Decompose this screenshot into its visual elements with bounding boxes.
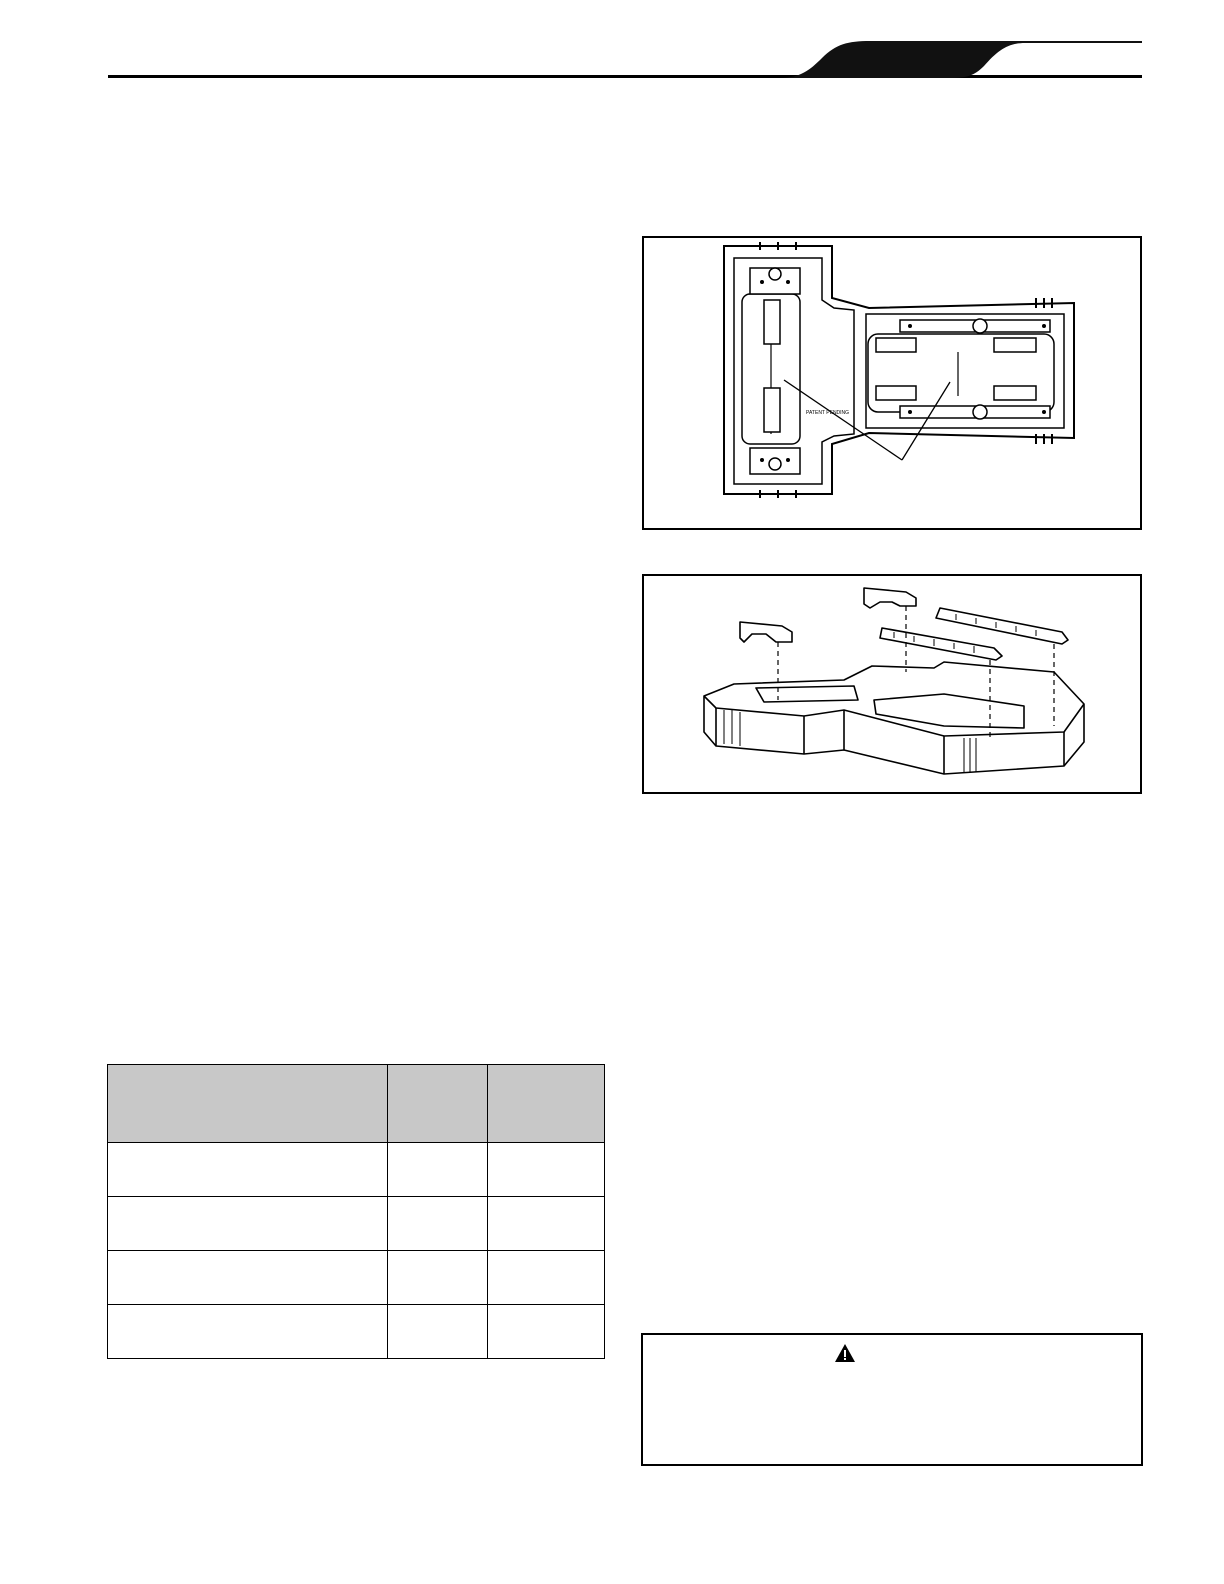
control-base-plan-drawing [644, 238, 1140, 528]
warning-triangle-icon [834, 1343, 856, 1363]
table-header-cell [387, 1065, 488, 1143]
figure-exploded-view [642, 574, 1142, 794]
header-tab [780, 38, 1142, 80]
patent-label: PATENT PENDING [806, 410, 850, 416]
table-cell [108, 1305, 388, 1359]
table-cell [108, 1251, 388, 1305]
table-cell [387, 1251, 488, 1305]
table-row [108, 1143, 605, 1197]
table-cell [488, 1197, 605, 1251]
table-header-cell [108, 1065, 388, 1143]
control-base-exploded-drawing [644, 576, 1140, 792]
table-row [108, 1305, 605, 1359]
table-cell [108, 1143, 388, 1197]
table-cell [387, 1143, 488, 1197]
table-cell [488, 1251, 605, 1305]
spec-table [107, 1064, 605, 1359]
figure-plan-view [642, 236, 1142, 530]
table-row [108, 1251, 605, 1305]
table-header-cell [488, 1065, 605, 1143]
table-header-row [108, 1065, 605, 1143]
warning-box [641, 1333, 1143, 1466]
table-cell [387, 1197, 488, 1251]
table-cell [488, 1143, 605, 1197]
table-cell [387, 1305, 488, 1359]
table-cell [108, 1197, 388, 1251]
table-row [108, 1197, 605, 1251]
table-cell [488, 1305, 605, 1359]
